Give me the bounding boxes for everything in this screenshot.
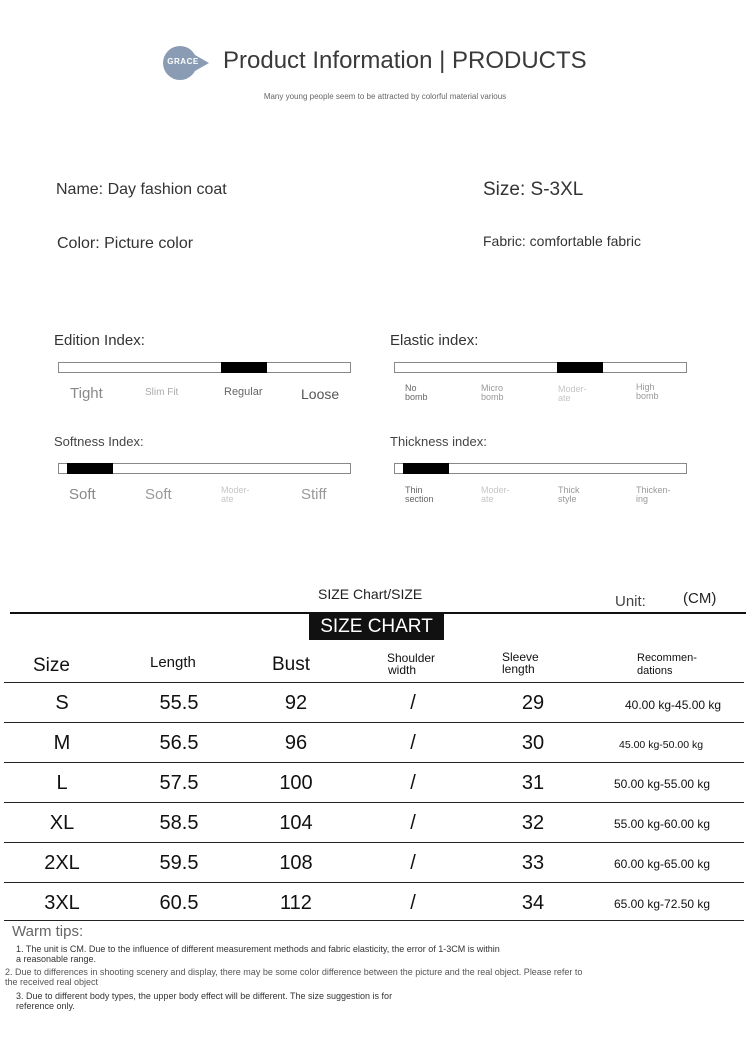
edition-index-bar bbox=[58, 362, 351, 373]
row-divider bbox=[4, 802, 744, 803]
elastic-label-moderate: Moder- ate bbox=[558, 384, 587, 403]
cell-sleeve: 31 bbox=[521, 772, 545, 794]
cell-size: 3XL bbox=[44, 892, 80, 914]
thickness-index-bar bbox=[394, 463, 687, 474]
tip-2: 2. Due to differences in shooting scenery and display, there may be some color difference between the picture and the real object. Please refer to the received real object bbox=[5, 967, 583, 987]
edition-index-title: Edition Index: bbox=[54, 332, 145, 349]
cell-length: 59.5 bbox=[159, 852, 199, 874]
cell-shoulder: / bbox=[410, 852, 416, 874]
cell-bust: 104 bbox=[279, 812, 313, 834]
table-row bbox=[0, 852, 750, 878]
edition-label-tight: Tight bbox=[70, 385, 103, 402]
logo-text: GRACE bbox=[167, 57, 199, 66]
thickness-label-thin-section: Thin section bbox=[405, 485, 434, 504]
thickness-label-thickening: Thicken- ing bbox=[636, 485, 671, 504]
row-divider bbox=[4, 762, 744, 763]
product-fabric: Fabric: comfortable fabric bbox=[483, 233, 641, 249]
unit-value: (CM) bbox=[683, 590, 717, 607]
edition-label-slim-fit: Slim Fit bbox=[145, 387, 179, 398]
table-row bbox=[0, 772, 750, 798]
size-chart-heading: SIZE Chart/SIZE bbox=[318, 586, 423, 602]
cell-sleeve: 32 bbox=[521, 812, 545, 834]
edition-label-loose: Loose bbox=[301, 386, 340, 402]
tip-3: 3. Due to different body types, the upper body effect will be different. The size suggestion is for reference only. bbox=[16, 991, 393, 1011]
page-subtitle: Many young people seem to be attracted by colorful material various bbox=[263, 92, 507, 101]
size-chart-banner: SIZE CHART bbox=[309, 614, 444, 640]
cell-bust: 92 bbox=[284, 692, 308, 714]
cell-shoulder: / bbox=[410, 892, 416, 914]
table-row bbox=[0, 812, 750, 838]
cell-size: L bbox=[56, 772, 68, 794]
header-shoulder-width: Shoulder width bbox=[387, 651, 436, 677]
table-row bbox=[0, 732, 750, 758]
cell-length: 58.5 bbox=[159, 812, 199, 834]
cell-recommendation: 50.00 kg-55.00 kg bbox=[614, 777, 711, 791]
cell-shoulder: / bbox=[410, 772, 416, 794]
cell-length: 60.5 bbox=[159, 892, 199, 914]
header-bust: Bust bbox=[272, 654, 311, 675]
cell-bust: 100 bbox=[279, 772, 313, 794]
table-row bbox=[0, 692, 750, 718]
header-length: Length bbox=[150, 654, 196, 671]
cell-sleeve: 34 bbox=[521, 892, 545, 914]
softness-label-soft-1: Soft bbox=[69, 486, 96, 503]
thickness-label-moderate: Moder- ate bbox=[481, 485, 510, 504]
elastic-label-high-bomb: High bomb bbox=[636, 382, 659, 401]
cell-recommendation: 65.00 kg-72.50 kg bbox=[614, 897, 711, 911]
edition-label-regular: Regular bbox=[224, 386, 263, 398]
cell-shoulder: / bbox=[410, 732, 416, 754]
cell-size: S bbox=[55, 692, 69, 714]
elastic-index-bar bbox=[394, 362, 687, 373]
row-divider bbox=[4, 842, 744, 843]
cell-recommendation: 60.00 kg-65.00 kg bbox=[614, 857, 711, 871]
cell-recommendation: 40.00 kg-45.00 kg bbox=[625, 698, 722, 712]
cell-length: 57.5 bbox=[159, 772, 199, 794]
header-recommendations: Recommen- dations bbox=[637, 652, 697, 677]
thickness-index-title: Thickness index: bbox=[390, 434, 487, 449]
tip-1: 1. The unit is CM. Due to the influence of different measurement methods and fabric elasticity, the error of 1-3CM is within a reasonable range. bbox=[16, 944, 500, 964]
row-divider bbox=[4, 682, 744, 683]
cell-length: 56.5 bbox=[159, 732, 199, 754]
cell-shoulder: / bbox=[410, 812, 416, 834]
softness-label-soft-2: Soft bbox=[145, 486, 172, 503]
cell-bust: 108 bbox=[279, 852, 313, 874]
unit-label: Unit: bbox=[615, 593, 646, 610]
edition-index-marker bbox=[221, 362, 267, 373]
softness-index-title: Softness Index: bbox=[54, 434, 144, 449]
product-name: Name: Day fashion coat bbox=[56, 181, 227, 198]
header-sleeve-length: Sleeve length bbox=[502, 650, 539, 676]
row-divider bbox=[4, 920, 744, 921]
cell-sleeve: 29 bbox=[521, 692, 545, 714]
cell-bust: 96 bbox=[284, 732, 308, 754]
cell-size: 2XL bbox=[44, 852, 80, 874]
product-color: Color: Picture color bbox=[57, 235, 194, 252]
cell-size: M bbox=[53, 732, 71, 754]
warm-tips-title: Warm tips: bbox=[12, 923, 84, 940]
elastic-label-micro-bomb: Micro bomb bbox=[481, 383, 504, 402]
softness-index-bar bbox=[58, 463, 351, 474]
elastic-index-marker bbox=[557, 362, 603, 373]
cell-bust: 112 bbox=[280, 892, 312, 914]
softness-label-moderate: Moder- ate bbox=[221, 485, 250, 504]
softness-label-stiff: Stiff bbox=[301, 486, 327, 503]
cell-shoulder: / bbox=[410, 692, 416, 714]
softness-index-marker bbox=[67, 463, 113, 474]
thickness-label-thick-style: Thick style bbox=[558, 485, 580, 504]
thickness-index-marker bbox=[403, 463, 449, 474]
header-size: Size bbox=[33, 655, 70, 676]
cell-recommendation: 45.00 kg-50.00 kg bbox=[619, 739, 704, 751]
row-divider bbox=[4, 882, 744, 883]
row-divider bbox=[4, 722, 744, 723]
cell-size: XL bbox=[49, 812, 75, 834]
page-title: Product Information | PRODUCTS bbox=[223, 47, 587, 74]
elastic-label-no-bomb: No bomb bbox=[405, 383, 428, 402]
cell-recommendation: 55.00 kg-60.00 kg bbox=[614, 817, 711, 831]
cell-length: 55.5 bbox=[159, 692, 199, 714]
table-row bbox=[0, 892, 750, 918]
cell-sleeve: 30 bbox=[521, 732, 545, 754]
elastic-index-title: Elastic index: bbox=[390, 332, 479, 349]
cell-sleeve: 33 bbox=[521, 852, 545, 874]
product-size: Size: S-3XL bbox=[483, 179, 584, 200]
